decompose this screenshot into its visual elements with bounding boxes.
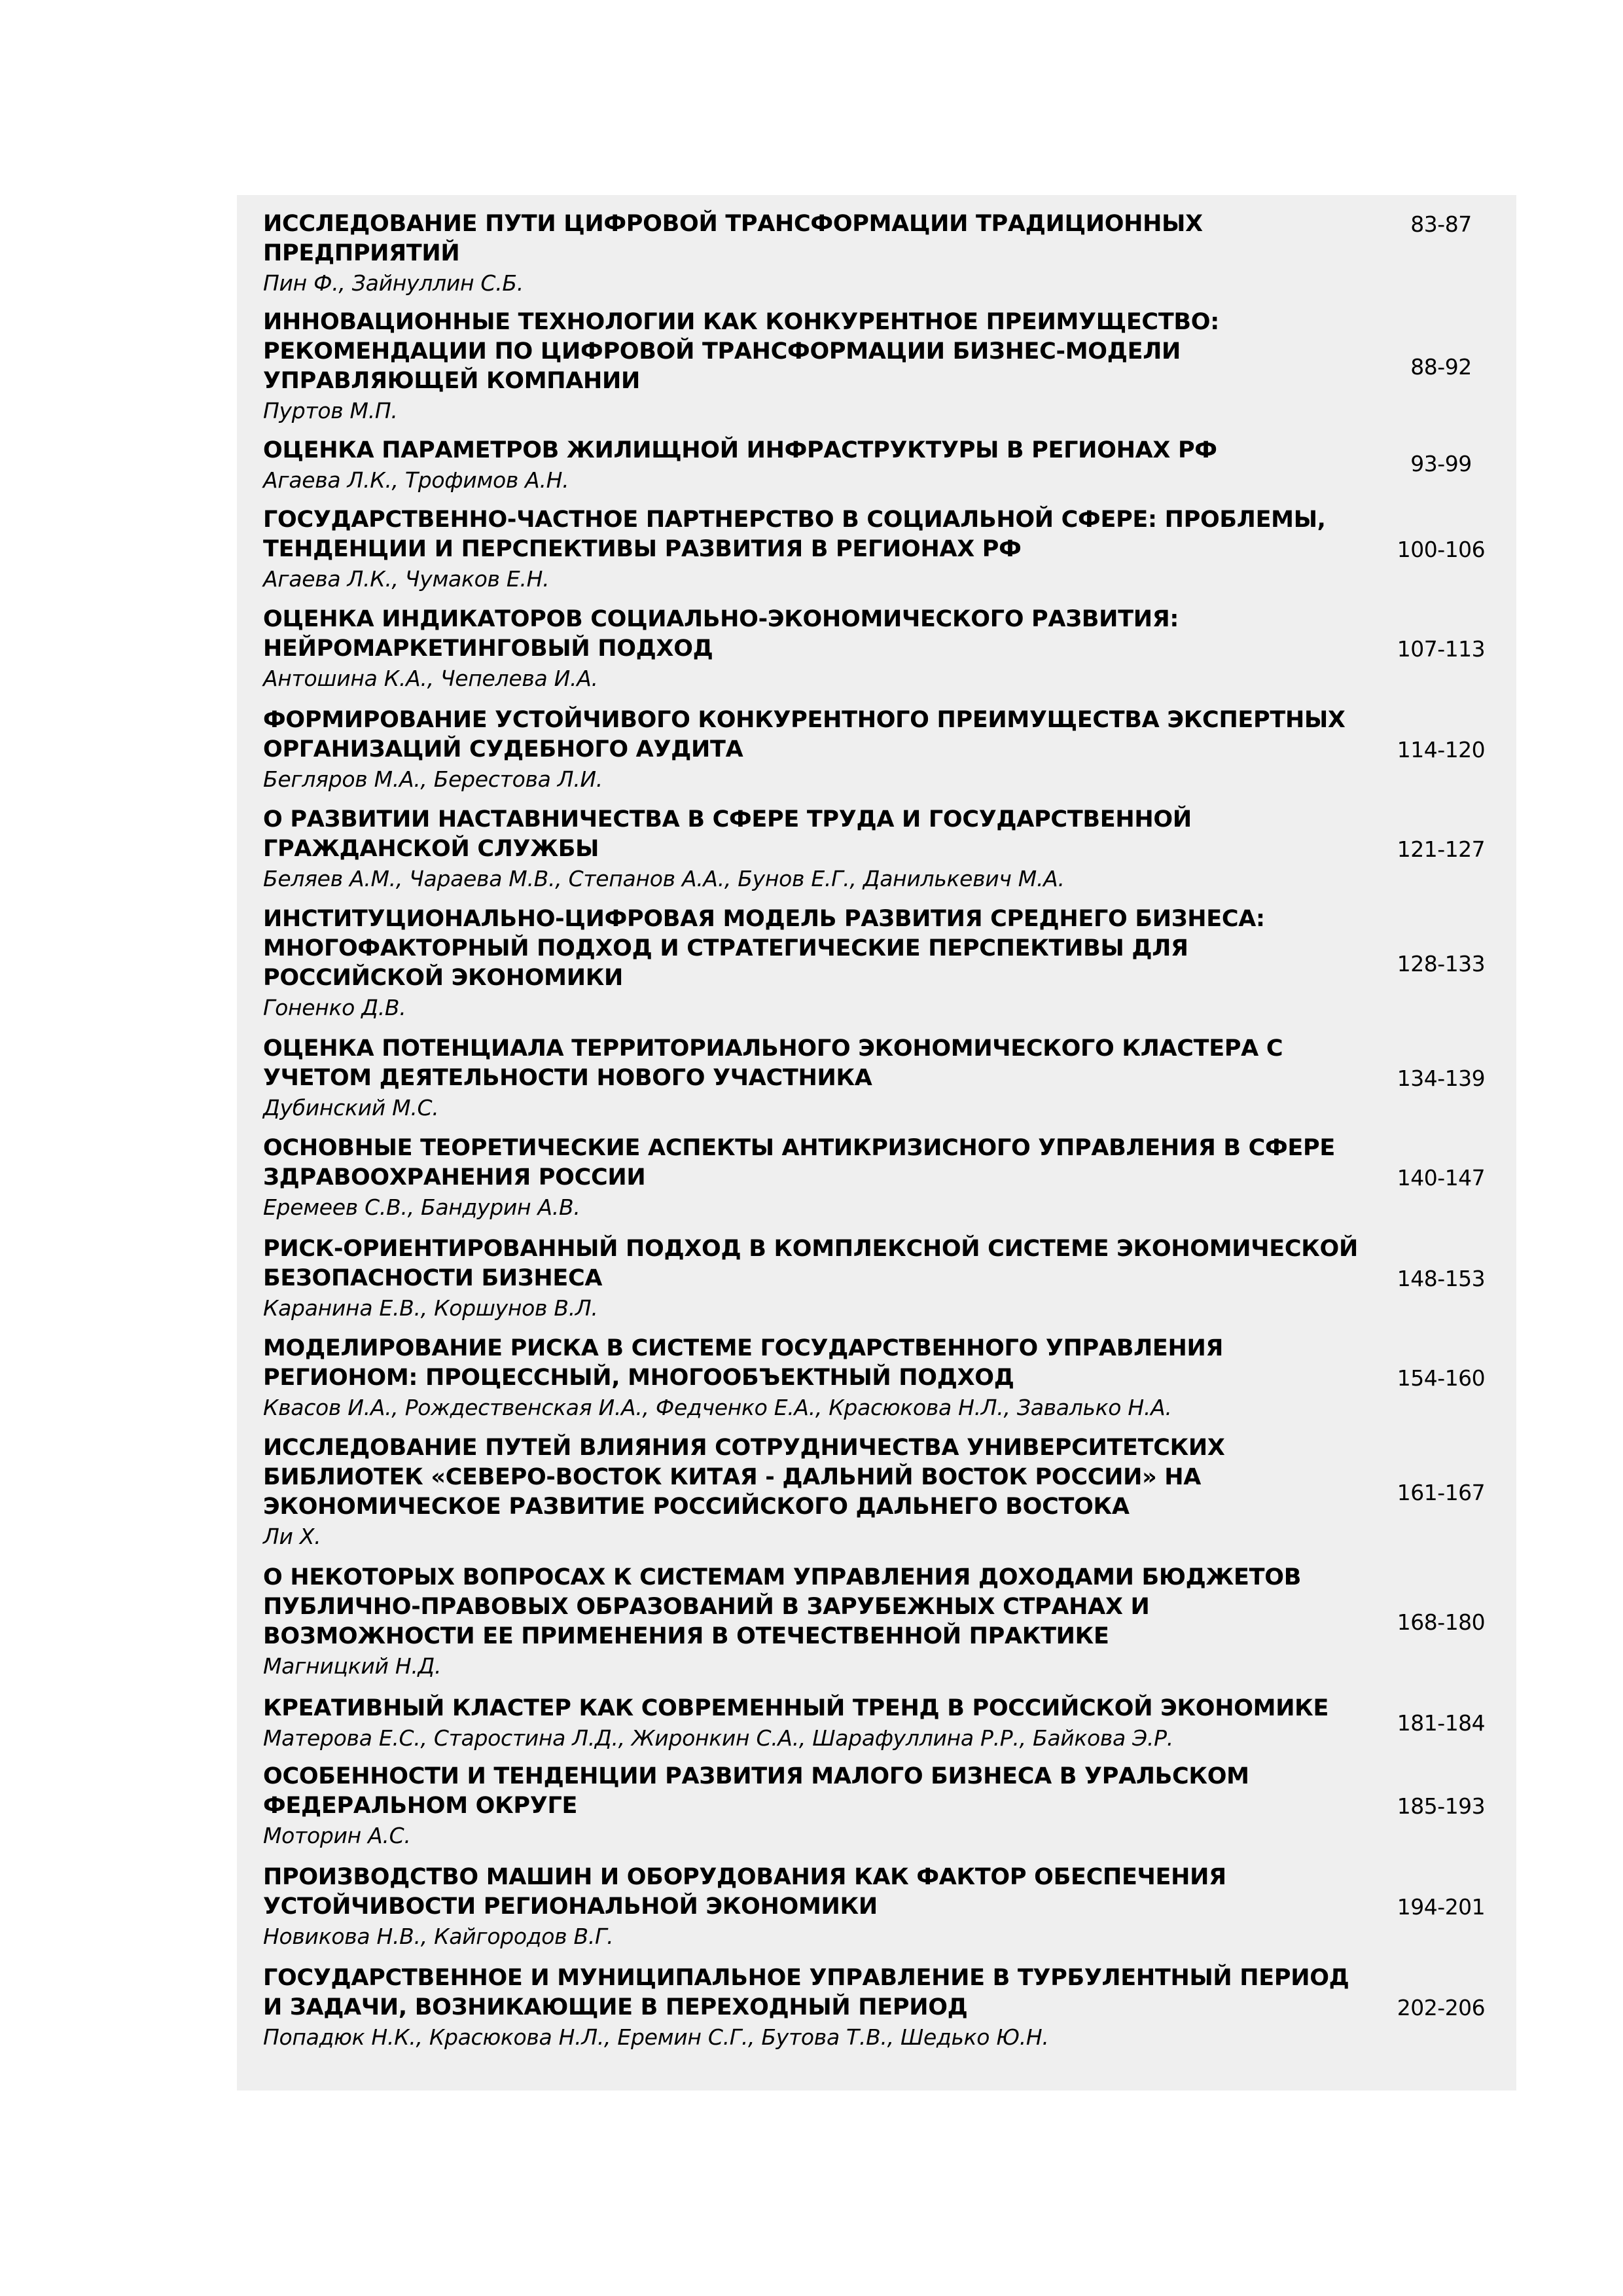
page-range: 161-167	[1397, 1480, 1486, 1505]
article-authors: Новикова Н.В., Кайгородов В.Г.	[263, 1924, 614, 1949]
page-range: 114-120	[1397, 737, 1486, 762]
article-title: ИНСТИТУЦИОНАЛЬНО-ЦИФРОВАЯ МОДЕЛЬ РАЗВИТИЯ СРЕДНЕГО БИЗНЕСА: МНОГОФАКТОРНЫЙ ПОДХОД И СТРАТЕГИЧЕСКИЕ ПЕРСПЕКТИВЫ ДЛЯ РОССИЙСКОЙ ЭКОНОМИКИ	[263, 906, 1265, 991]
entry-text	[263, 1433, 1363, 1551]
toc-entry	[263, 436, 1516, 495]
article-authors: Беляев А.М., Чараева М.В., Степанов А.А., Бунов Е.Г., Данилькевич М.А.	[263, 866, 1065, 891]
entry-text	[263, 805, 1363, 893]
article-title: РИСК-ОРИЕНТИРОВАННЫЙ ПОДХОД В КОМПЛЕКСНОЙ СИСТЕМЕ ЭКОНОМИЧЕСКОЙ БЕЗОПАСНОСТИ БИЗНЕСА	[263, 1236, 1358, 1291]
page-range: 154-160	[1397, 1365, 1486, 1391]
article-authors: Еремеев С.В., Бандурин А.В.	[263, 1194, 580, 1220]
page-range: 134-139	[1397, 1066, 1486, 1091]
entry-text	[263, 1762, 1363, 1850]
entry-text	[263, 605, 1363, 693]
article-authors: Квасов И.А., Рождественская И.А., Федченко Е.А., Красюкова Н.Л., Завалько Н.А.	[263, 1395, 1172, 1420]
article-title: О НЕКОТОРЫХ ВОПРОСАХ К СИСТЕМАМ УПРАВЛЕНИЯ ДОХОДАМИ БЮДЖЕТОВ ПУБЛИЧНО-ПРАВОВЫХ ОБРАЗОВАНИЙ В ЗАРУБЕЖНЫХ СТРАНАХ И ВОЗМОЖНОСТИ ЕЕ ПРИМЕНЕНИЯ В ОТЕЧЕСТВЕННОЙ ПРАКТИКЕ	[263, 1564, 1302, 1649]
article-title: ИССЛЕДОВАНИЕ ПУТИ ЦИФРОВОЙ ТРАНСФОРМАЦИИ ТРАДИЦИОННЫХ ПРЕДПРИЯТИЙ	[263, 211, 1203, 266]
article-authors: Антошина К.А., Чепелева И.А.	[263, 666, 598, 691]
article-authors: Ли Х.	[263, 1524, 321, 1549]
page-range: 148-153	[1397, 1266, 1486, 1291]
toc-entry	[263, 1964, 1516, 2052]
entry-text	[263, 308, 1363, 425]
toc-entry	[263, 1762, 1516, 1850]
page-range: 168-180	[1397, 1609, 1486, 1635]
toc-entry	[263, 1433, 1516, 1551]
article-authors: Гоненко Д.В.	[263, 995, 406, 1020]
toc-entry	[263, 1863, 1516, 1951]
article-authors: Моторин А.С.	[263, 1823, 411, 1848]
article-title: ФОРМИРОВАНИЕ УСТОЙЧИВОГО КОНКУРЕНТНОГО ПРЕИМУЩЕСТВА ЭКСПЕРТНЫХ ОРГАНИЗАЦИЙ СУДЕБНОГО АУДИТА	[263, 707, 1346, 762]
article-authors: Бегляров М.А., Берестова Л.И.	[263, 766, 603, 792]
toc-entry	[263, 805, 1516, 893]
entry-text	[263, 209, 1363, 298]
toc-entry	[263, 605, 1516, 693]
page-range: 100-106	[1397, 537, 1486, 562]
article-authors: Дубинский М.С.	[263, 1095, 439, 1121]
article-authors: Попадюк Н.К., Красюкова Н.Л., Еремин С.Г., Бутова Т.В., Шедько Ю.Н.	[263, 2024, 1049, 2050]
article-authors: Каранина Е.В., Коршунов В.Л.	[263, 1295, 598, 1321]
entry-text	[263, 1863, 1363, 1951]
article-title: КРЕАТИВНЫЙ КЛАСТЕР КАК СОВРЕМЕННЫЙ ТРЕНД В РОССИЙСКОЙ ЭКОНОМИКЕ	[263, 1695, 1329, 1721]
toc-entry	[263, 1234, 1516, 1323]
page-range: 185-193	[1397, 1793, 1486, 1819]
toc-entry	[263, 1034, 1516, 1122]
entry-text	[263, 1563, 1363, 1681]
article-title: ГОСУДАРСТВЕННО-ЧАСТНОЕ ПАРТНЕРСТВО В СОЦИАЛЬНОЙ СФЕРЕ: ПРОБЛЕМЫ, ТЕНДЕНЦИИ И ПЕРСПЕКТИВЫ РАЗВИТИЯ В РЕГИОНАХ РФ	[263, 507, 1326, 562]
entry-text	[263, 1964, 1363, 2052]
article-title: ИССЛЕДОВАНИЕ ПУТЕЙ ВЛИЯНИЯ СОТРУДНИЧЕСТВА УНИВЕРСИТЕТСКИХ БИБЛИОТЕК «СЕВЕРО-ВОСТОК КИТАЯ - ДАЛЬНИЙ ВОСТОК РОССИИ» НА ЭКОНОМИЧЕСКОЕ РАЗВИТИЕ РОССИЙСКОГО ДАЛЬНЕГО ВОСТОКА	[263, 1435, 1225, 1520]
page-range: 202-206	[1397, 1995, 1486, 2020]
page-range: 83-87	[1410, 211, 1472, 237]
entry-text	[263, 706, 1363, 794]
entry-text	[263, 436, 1363, 495]
article-title: ОЦЕНКА ПОТЕНЦИАЛА ТЕРРИТОРИАЛЬНОГО ЭКОНОМИЧЕСКОГО КЛАСТЕРА С УЧЕТОМ ДЕЯТЕЛЬНОСТИ НОВОГО УЧАСТНИКА	[263, 1035, 1283, 1091]
page-range: 140-147	[1397, 1165, 1486, 1191]
entry-text	[263, 1334, 1363, 1422]
entry-text	[263, 1234, 1363, 1323]
toc-entry	[263, 905, 1516, 1022]
article-title: ОСОБЕННОСТИ И ТЕНДЕНЦИИ РАЗВИТИЯ МАЛОГО БИЗНЕСА В УРАЛЬСКОМ ФЕДЕРАЛЬНОМ ОКРУГЕ	[263, 1763, 1249, 1819]
article-authors: Агаева Л.К., Чумаков Е.Н.	[263, 566, 550, 592]
entry-text	[263, 1134, 1363, 1222]
article-title: ОСНОВНЫЕ ТЕОРЕТИЧЕСКИЕ АСПЕКТЫ АНТИКРИЗИСНОГО УПРАВЛЕНИЯ В СФЕРЕ ЗДРАВООХРАНЕНИЯ РОССИИ	[263, 1135, 1336, 1191]
article-authors: Пуртов М.П.	[263, 398, 398, 423]
entry-text	[263, 905, 1363, 1022]
page-range: 194-201	[1397, 1894, 1486, 1920]
entry-text	[263, 505, 1363, 594]
article-title: ГОСУДАРСТВЕННОЕ И МУНИЦИПАЛЬНОЕ УПРАВЛЕНИЕ В ТУРБУЛЕНТНЫЙ ПЕРИОД И ЗАДАЧИ, ВОЗНИКАЮЩИЕ В ПЕРЕХОДНЫЙ ПЕРИОД	[263, 1965, 1349, 2020]
toc-entry	[263, 1134, 1516, 1222]
article-title: ОЦЕНКА ИНДИКАТОРОВ СОЦИАЛЬНО-ЭКОНОМИЧЕСКОГО РАЗВИТИЯ: НЕЙРОМАРКЕТИНГОВЫЙ ПОДХОД	[263, 606, 1179, 662]
toc-entry	[263, 1334, 1516, 1422]
page-range: 88-92	[1410, 354, 1472, 380]
page-range: 107-113	[1397, 636, 1486, 662]
page-range: 181-184	[1397, 1710, 1486, 1736]
article-title: О РАЗВИТИИ НАСТАВНИЧЕСТВА В СФЕРЕ ТРУДА И ГОСУДАРСТВЕННОЙ ГРАЖДАНСКОЙ СЛУЖБЫ	[263, 806, 1192, 862]
page-range: 121-127	[1397, 836, 1486, 862]
entry-text	[263, 1694, 1363, 1753]
entry-text	[263, 1034, 1363, 1122]
toc-entry	[263, 209, 1516, 298]
article-authors: Пин Ф., Зайнуллин С.Б.	[263, 270, 524, 296]
article-title: ИННОВАЦИОННЫЕ ТЕХНОЛОГИИ КАК КОНКУРЕНТНОЕ ПРЕИМУЩЕСТВО: РЕКОМЕНДАЦИИ ПО ЦИФРОВОЙ ТРАНСФОРМАЦИИ БИЗНЕС-МОДЕЛИ УПРАВЛЯЮЩЕЙ КОМПАНИИ	[263, 309, 1219, 394]
article-authors: Матерова Е.С., Старостина Л.Д., Жиронкин С.А., Шарафуллина Р.Р., Байкова Э.Р.	[263, 1725, 1173, 1751]
toc-entry	[263, 1563, 1516, 1681]
toc-entry	[263, 1694, 1516, 1753]
article-title: ПРОИЗВОДСТВО МАШИН И ОБОРУДОВАНИЯ КАК ФАКТОР ОБЕСПЕЧЕНИЯ УСТОЙЧИВОСТИ РЕГИОНАЛЬНОЙ ЭКОНОМИКИ	[263, 1864, 1226, 1920]
page-range: 128-133	[1397, 951, 1486, 977]
article-title: ОЦЕНКА ПАРАМЕТРОВ ЖИЛИЩНОЙ ИНФРАСТРУКТУРЫ В РЕГИОНАХ РФ	[263, 437, 1217, 463]
toc-entry	[263, 308, 1516, 425]
toc-entry	[263, 505, 1516, 594]
toc-entry	[263, 706, 1516, 794]
article-title: МОДЕЛИРОВАНИЕ РИСКА В СИСТЕМЕ ГОСУДАРСТВЕННОГО УПРАВЛЕНИЯ РЕГИОНОМ: ПРОЦЕССНЫЙ, МНОГООБЪЕКТНЫЙ ПОДХОД	[263, 1335, 1224, 1391]
page-range: 93-99	[1410, 451, 1472, 476]
article-authors: Агаева Л.К., Трофимов А.Н.	[263, 467, 569, 493]
table-of-contents	[237, 195, 1516, 2090]
article-authors: Магницкий Н.Д.	[263, 1653, 442, 1679]
